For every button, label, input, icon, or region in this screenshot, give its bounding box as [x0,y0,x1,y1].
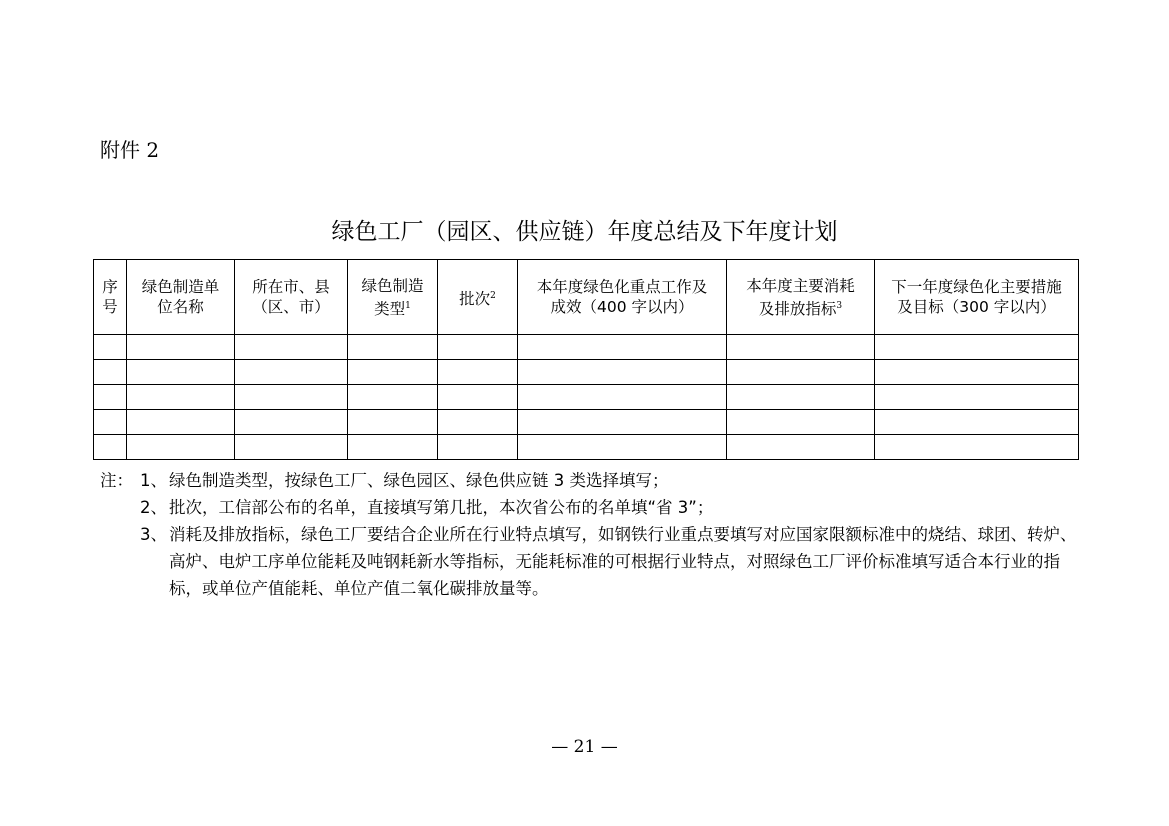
header-line: 序 [102,278,118,296]
note-item [100,467,1080,494]
table-cell[interactable] [348,385,438,410]
document-title: 绿色工厂（园区、供应链）年度总结及下年度计划 [331,219,838,245]
header-line: 绿色制造单 [141,278,220,296]
note-text: 批次，工信部公布的名单，直接填写第几批，本次省公布的名单填“省 3”； [169,498,714,517]
table-cell[interactable] [235,410,348,435]
footnote-marker: 3 [836,300,843,311]
table-row [94,435,1079,460]
report-table [93,259,1079,460]
header-cell-key-work [518,260,727,335]
header-cell-location [235,260,348,335]
table-cell[interactable] [727,410,875,435]
header-line: 绿色制造 [361,276,424,295]
header-cell-index [94,260,127,335]
table-cell[interactable] [348,435,438,460]
header-line: 及目标（300 字以内） [897,298,1056,316]
header-line: 下一年度绿色化主要措施 [891,278,1062,296]
note-text: 绿色制造类型，按绿色工厂、绿色园区、绿色供应链 3 类选择填写； [169,471,669,490]
table-row [94,385,1079,410]
table-cell[interactable] [875,360,1079,385]
table-cell[interactable] [875,410,1079,435]
table-row [94,410,1079,435]
note-text: 消耗及排放指标，绿色工厂要结合企业所在行业特点填写，如钢铁行业重点要填写对应国家限额标准中的烧结、球团、转炉、高炉、电炉工序单位能耗及吨钢耗新水等指标，无能耗标准的可根据行业特点，对照绿色工厂评价标准填写适合本行业的指标，或单位产值能耗、单位产值二氧化碳排放量等。 [169,525,1077,598]
table-cell[interactable] [727,435,875,460]
table-cell[interactable] [438,335,518,360]
header-line: 所在市、县 [252,278,330,296]
note-item [100,494,1080,521]
table-cell[interactable] [348,410,438,435]
table-cell[interactable] [94,385,127,410]
page-number: — 21 — [551,737,618,757]
table-cell[interactable] [348,335,438,360]
table-cell[interactable] [518,335,727,360]
header-line: 本年度主要消耗 [746,276,855,295]
table-cell[interactable] [727,360,875,385]
header-line: 批次 [459,289,491,308]
footnote-marker: 1 [405,300,411,311]
table-cell[interactable] [348,360,438,385]
header-cell-indicators [727,260,875,335]
notes-label: 注： [100,471,133,490]
note-number: 2、 [140,498,167,517]
header-cell-unit-name [127,260,235,335]
note-number: 1、 [140,471,167,490]
header-line: 及排放指标 [758,299,837,318]
table-cell[interactable] [438,385,518,410]
footnotes [100,467,1080,602]
table-cell[interactable] [518,360,727,385]
table-cell[interactable] [875,335,1079,360]
header-line: 本年度绿色化重点工作及 [536,278,708,296]
attachment-label: 附件 2 [100,138,160,162]
table-cell[interactable] [875,385,1079,410]
table-cell[interactable] [127,385,235,410]
table-row [94,335,1079,360]
table-header-row [94,260,1079,335]
table-cell[interactable] [127,335,235,360]
table-cell[interactable] [94,435,127,460]
table-cell[interactable] [438,360,518,385]
table-cell[interactable] [518,385,727,410]
table-cell[interactable] [235,385,348,410]
table-cell[interactable] [94,360,127,385]
header-line: （区、市） [252,298,330,316]
note-item [100,521,1080,602]
header-cell-next-plan [875,260,1079,335]
header-line: 成效（400 字以内） [550,298,694,316]
table-cell[interactable] [235,360,348,385]
table-cell[interactable] [438,435,518,460]
header-line: 号 [102,298,118,316]
header-line: 类型 [374,299,406,318]
table-cell[interactable] [127,360,235,385]
header-cell-type [348,260,438,335]
table-cell[interactable] [127,410,235,435]
table-row [94,360,1079,385]
header-cell-batch [438,260,518,335]
table-cell[interactable] [94,410,127,435]
table-cell[interactable] [518,410,727,435]
table-cell[interactable] [875,435,1079,460]
table-cell[interactable] [518,435,727,460]
header-line: 位名称 [157,298,204,316]
table-cell[interactable] [127,435,235,460]
table-cell[interactable] [235,335,348,360]
table-cell[interactable] [235,435,348,460]
note-number: 3、 [140,525,167,544]
footnote-marker: 2 [490,290,496,301]
table-cell[interactable] [727,335,875,360]
table-cell[interactable] [438,410,518,435]
table-cell[interactable] [94,335,127,360]
table-cell[interactable] [727,385,875,410]
